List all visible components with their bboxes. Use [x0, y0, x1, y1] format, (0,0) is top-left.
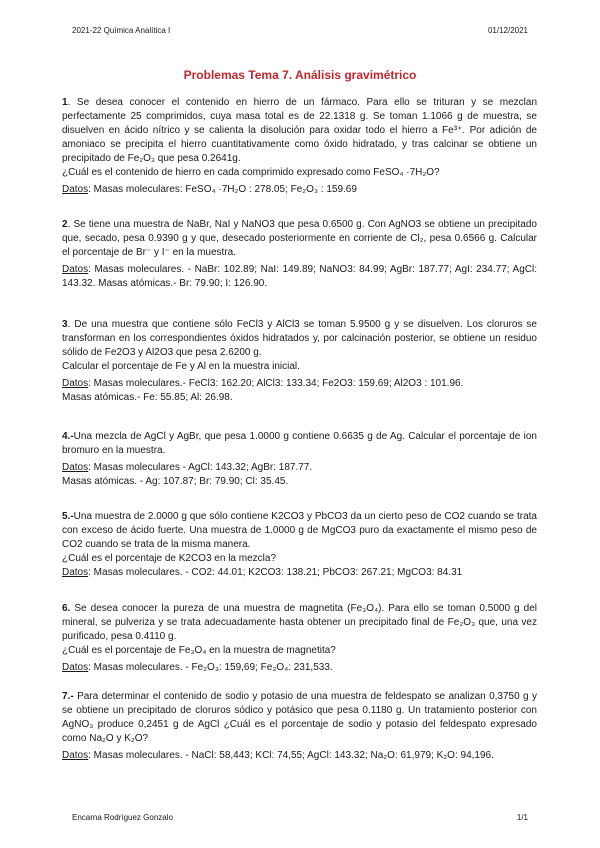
- problem-1: [62, 96, 537, 197]
- footer-page-number: 1/1: [516, 813, 528, 822]
- problem-body: [62, 430, 537, 458]
- problem-number: 3: [62, 319, 68, 330]
- data-label: Datos: [62, 750, 89, 761]
- problem-number: 7.-: [62, 691, 74, 702]
- problem-data-2: Masas atómicas. - Ag: 107.87; Br: 79.90; Cl: 35.45.: [62, 476, 289, 487]
- problem-data: [62, 661, 537, 675]
- data-label: Datos: [62, 378, 89, 389]
- problem-3: [62, 318, 537, 405]
- problem-text: Se desea conocer la pureza de una muestra de magnetita (Fe₃O₄). Para ello se toman 0.5000 g del mineral, se pulveriza y se trata adecuadamente hasta obtener un precipitado final de Fe₂O₃ que, una vez purificado, pesa 0.4110 g.: [62, 603, 537, 642]
- data-text: : Masas moleculares. - NaBr: 102.89; NaI: 149.89; NaNO3: 84.99; AgBr: 187.77; AgI: 234.77; AgCl: 143.32. Masas atómicas.- Br: 79.90; I: 126.90.: [62, 264, 537, 289]
- problem-body: 1. Se desea conocer el contenido en hierro de un fármaco. Para ello se trituran y se mezclan perfectamente 25 comprimidos, cuya masa total es de 22.1318 g. Se toman 1.1066 g de muestra, se disuelven en ácido nítrico y se calienta la disolución para oxidar todo el hierro a Fe³⁺. Por adición de amoniaco se precipita el hierro cuantitativamente como óxido hidratado, y tras calcinar se obtiene un precipitado de Fe₂O₃ que pesa 0.2641g.: [62, 97, 538, 164]
- problem-data-2: Masas atómicas.- Fe: 55.85; Al: 26.98.: [62, 392, 233, 403]
- problem-data: [62, 263, 537, 291]
- problem-number: 6.: [62, 603, 71, 614]
- problem-data: [62, 377, 537, 391]
- problem-number: 4.-: [62, 431, 74, 442]
- data-label: Datos: [62, 567, 89, 578]
- problem-text: Una mezcla de AgCl y AgBr, que pesa 1.0000 g contiene 0.6635 g de Ag. Calcular el porcentaje de ion bromuro en la muestra.: [62, 431, 537, 456]
- problem-data: [62, 566, 537, 580]
- data-text: : Masas moleculares: FeSO₄ ·7H₂O : 278.05; Fe₂O₃ : 159.69: [88, 184, 357, 195]
- problem-question: ¿Cuál es el porcentaje de Fe₃O₄ en la muestra de magnetita?: [62, 645, 336, 656]
- problem-question: ¿Cuál es el porcentaje de K2CO3 en la mezcla?: [62, 553, 277, 564]
- problem-6: [62, 602, 537, 675]
- data-label: Datos: [62, 264, 89, 275]
- problem-body: 3. De una muestra que contiene sólo FeCl3 y AlCl3 se toman 5.9500 g y se disuelven. Los cloruros se transforman en los correspondientes óxidos hidratados y, por calcinación posterior, se obtiene un residuo sólido de Fe2O3 y Al2O3 que pesa 2.6200 g.: [62, 319, 537, 358]
- problem-text: Se tiene una muestra de NaBr, NaI y NaNO3 que pesa 0.6500 g. Con AgNO3 se obtiene un precipitado que, secado, pesa 0.9390 g y que, desecado posteriormente en corriente de Cl₂, pesa 0.6566 g. Calcular el porcentaje de Br⁻ y I⁻ en la muestra.: [62, 219, 537, 258]
- data-label: Datos: [62, 462, 89, 473]
- problem-body: [62, 602, 537, 644]
- problem-7: [62, 690, 537, 763]
- problem-body: [62, 690, 537, 746]
- data-text: : Masas moleculares.- FeCl3: 162.20; AlCl3: 133.34; Fe2O3: 159.69; Al2O3 : 101.96.: [88, 378, 464, 389]
- data-label: Datos: [62, 184, 89, 195]
- problem-question: ¿Cuál es el contenido de hierro en cada comprimido expresado como FeSO₄ ·7H₂O?: [62, 167, 440, 178]
- problem-question: Calcular el porcentaje de Fe y Al en la muestra inicial.: [62, 361, 300, 372]
- footer-author: Encarna Rodríguez Gonzalo: [72, 813, 173, 822]
- data-label: Datos: [62, 662, 89, 673]
- problem-body: [62, 510, 537, 552]
- data-text: : Masas moleculares - AgCl: 143.32; AgBr: 187.77.: [88, 462, 313, 473]
- data-text: : Masas moleculares. - NaCl: 58,443; KCl: 74,55; AgCl: 143.32; Na₂O: 61,979; K₂O: 94,196.: [88, 750, 494, 761]
- problem-number: 5.-: [62, 511, 74, 522]
- problem-4: [62, 430, 537, 489]
- problem-data: [62, 461, 537, 475]
- header-course: 2021-22 Química Analítica I: [72, 26, 171, 35]
- problem-5: [62, 510, 537, 580]
- problem-text: Una muestra de 2.0000 g que sólo contiene K2CO3 y PbCO3 da un cierto peso de CO2 cuando se trata con exceso de ácido fuerte. Una muestra de 1.0000 g de MgCO3 puro da exactamente el mismo peso de CO2 cuando se trata de la misma manera.: [62, 511, 537, 550]
- problem-2: [62, 218, 537, 291]
- problem-number: 1: [62, 97, 68, 108]
- data-text: : Masas moleculares. - CO2: 44.01; K2CO3: 138.21; PbCO3: 267.21; MgCO3: 84.31: [88, 567, 463, 578]
- problem-data: [62, 749, 537, 763]
- problem-text: Se desea conocer el contenido en hierro de un fármaco. Para ello se trituran y se mezclan perfectamente 25 comprimidos, cuya masa total es de 22.1318 g. Se toman 1.1066 g de muestra, se disuelven en ácido nítrico y se calienta la disolución para oxidar todo el hierro a Fe³⁺. Por adición de amoniaco se precipita el hierro cuantitativamente como óxido hidratado, y tras calcinar se obtiene un precipitado de Fe₂O₃ que pesa 0.2641g.: [62, 97, 538, 164]
- problem-number: 2: [62, 219, 68, 230]
- problem-data: [62, 183, 537, 197]
- problem-text: Para determinar el contenido de sodio y potasio de una muestra de feldespato se analizan 0,3750 g y se obtiene un precipitado de cloruros sódico y potásico que pesa 0.1180 g. Un tratamiento posterior con AgNO₃ produce 0,2451 g de AgCl ¿Cuál es el porcentaje de sodio y potasio del feldespato expresado como Na₂O y K₂O?: [62, 691, 538, 744]
- header-date: 01/12/2021: [487, 26, 528, 35]
- data-text: : Masas moleculares. - Fe₂O₃: 159,69; Fe₃O₄: 231,533.: [88, 662, 333, 673]
- page-title: Problemas Tema 7. Análisis gravimétrico: [183, 68, 417, 82]
- problem-text: De una muestra que contiene sólo FeCl3 y AlCl3 se toman 5.9500 g y se disuelven. Los cloruros se transforman en los correspondientes óxidos hidratados y, por calcinación posterior, se obtiene un residuo sólido de Fe2O3 y Al2O3 que pesa 2.6200 g.: [62, 319, 537, 358]
- problem-body: 2. Se tiene una muestra de NaBr, NaI y NaNO3 que pesa 0.6500 g. Con AgNO3 se obtiene un precipitado que, secado, pesa 0.9390 g y que, desecado posteriormente en corriente de Cl₂, pesa 0.6566 g. Calcular el porcentaje de Br⁻ y I⁻ en la muestra.: [62, 219, 537, 258]
